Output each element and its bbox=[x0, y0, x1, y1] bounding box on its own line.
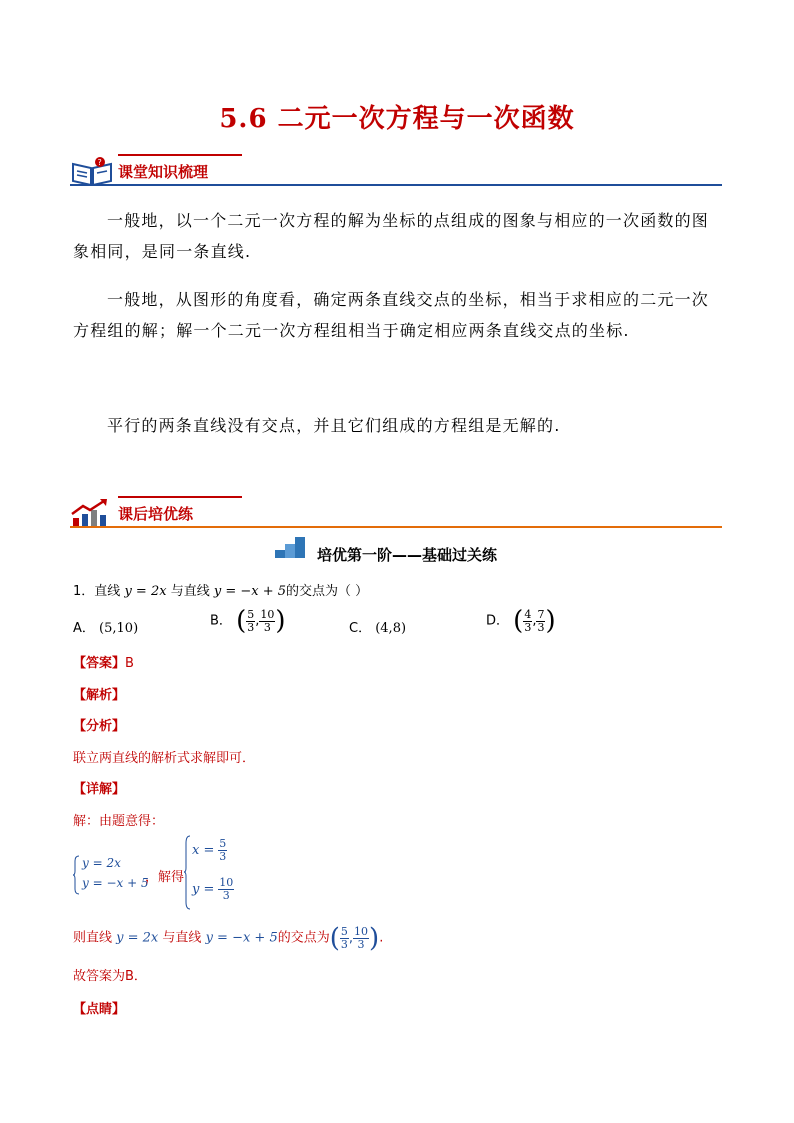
option-letter: B． bbox=[210, 613, 232, 629]
system-eq2: y = −x + 5 bbox=[82, 876, 149, 890]
option-value: (4,8) bbox=[375, 621, 407, 636]
fraction: $\frac{4}{3}$ bbox=[524, 607, 532, 634]
conclusion: 则直线 y = 2x 与直线 y = −x + 5的交点为( $\frac{5}{3}$ , $\frac{10}{3}$ ). bbox=[73, 923, 384, 953]
system-separator: ，解得 bbox=[145, 870, 185, 885]
option-a bbox=[73, 617, 138, 636]
option-letter: A． bbox=[73, 621, 95, 636]
option-value: (5,10) bbox=[99, 621, 139, 636]
right-brace bbox=[183, 835, 191, 910]
section-label: 课堂知识梳理 bbox=[118, 163, 209, 181]
solution-x: x = $\frac{5}{3}$ bbox=[192, 837, 227, 863]
solution-y: y = $\frac{10}{3}$ bbox=[192, 876, 234, 902]
option-c bbox=[349, 617, 406, 636]
paragraph: 平行的两条直线没有交点，并且它们组成的方程组是无解的. bbox=[107, 416, 561, 435]
option-letter: C． bbox=[349, 621, 372, 636]
header-top-line bbox=[118, 154, 242, 156]
question-stem bbox=[73, 580, 368, 599]
equation: y = 2x bbox=[124, 584, 167, 599]
answer-label: 【答案】 bbox=[73, 656, 126, 671]
option-d: D． ( $\frac{4}{3}$ , $\frac{7}{3}$ ) bbox=[486, 606, 556, 636]
paragraph: 一般地，从图形的角度看，确定两条直线交点的坐标，相当于求相应的二元一次方程组的解；解一个二元一次方程组相当于确定相应两条直线交点的坐标. bbox=[73, 290, 710, 340]
fraction: $\frac{10}{3}$ bbox=[260, 607, 275, 634]
dianjing-label: 【点睛】 bbox=[73, 1002, 126, 1017]
page-title: 5.6 二元一次方程与一次函数 bbox=[219, 104, 575, 134]
question-number: 1． bbox=[73, 584, 95, 599]
fenxi-text: 联立两直线的解析式求解即可． bbox=[73, 751, 256, 766]
equation: y = −x + 5 bbox=[213, 584, 286, 599]
svg-text:?: ? bbox=[97, 158, 102, 167]
answer-value: B bbox=[125, 656, 134, 671]
header-bottom-line bbox=[70, 184, 722, 186]
left-brace bbox=[72, 855, 80, 895]
section-header-knowledge bbox=[70, 154, 722, 186]
section-label: 课后培优练 bbox=[118, 505, 194, 523]
header-top-line bbox=[118, 496, 242, 498]
fraction: $\frac{5}{3}$ bbox=[247, 607, 255, 634]
question-text: 的交点为（ ） bbox=[286, 584, 369, 599]
question-text: 直线 bbox=[94, 584, 121, 599]
system-eq1: y = 2x bbox=[82, 856, 121, 870]
analysis-label: 【解析】 bbox=[73, 688, 126, 703]
option-letter: D． bbox=[486, 613, 510, 629]
option-b: B． ( $\frac{5}{3}$ , $\frac{10}{3}$ ) bbox=[210, 606, 286, 636]
fraction: $\frac{7}{3}$ bbox=[537, 607, 545, 634]
subsection-title: 培优第一阶——基础过关练 bbox=[316, 546, 497, 564]
chart-growth-icon bbox=[70, 498, 114, 528]
solution-intro: 解：由题意得： bbox=[73, 814, 165, 829]
book-icon bbox=[70, 156, 114, 186]
question-text: 与直线 bbox=[170, 584, 210, 599]
paragraph: 一般地，以一个二元一次方程的解为坐标的点组成的图象与相应的一次函数的图象相同，是同一条直线. bbox=[73, 211, 710, 261]
section-header-practice bbox=[70, 496, 722, 528]
fenxi-label: 【分析】 bbox=[73, 719, 126, 734]
xiangjie-label: 【详解】 bbox=[73, 782, 126, 797]
header-bottom-line bbox=[70, 526, 722, 528]
final-answer: 故答案为B． bbox=[73, 969, 147, 984]
answer-line bbox=[73, 652, 134, 671]
